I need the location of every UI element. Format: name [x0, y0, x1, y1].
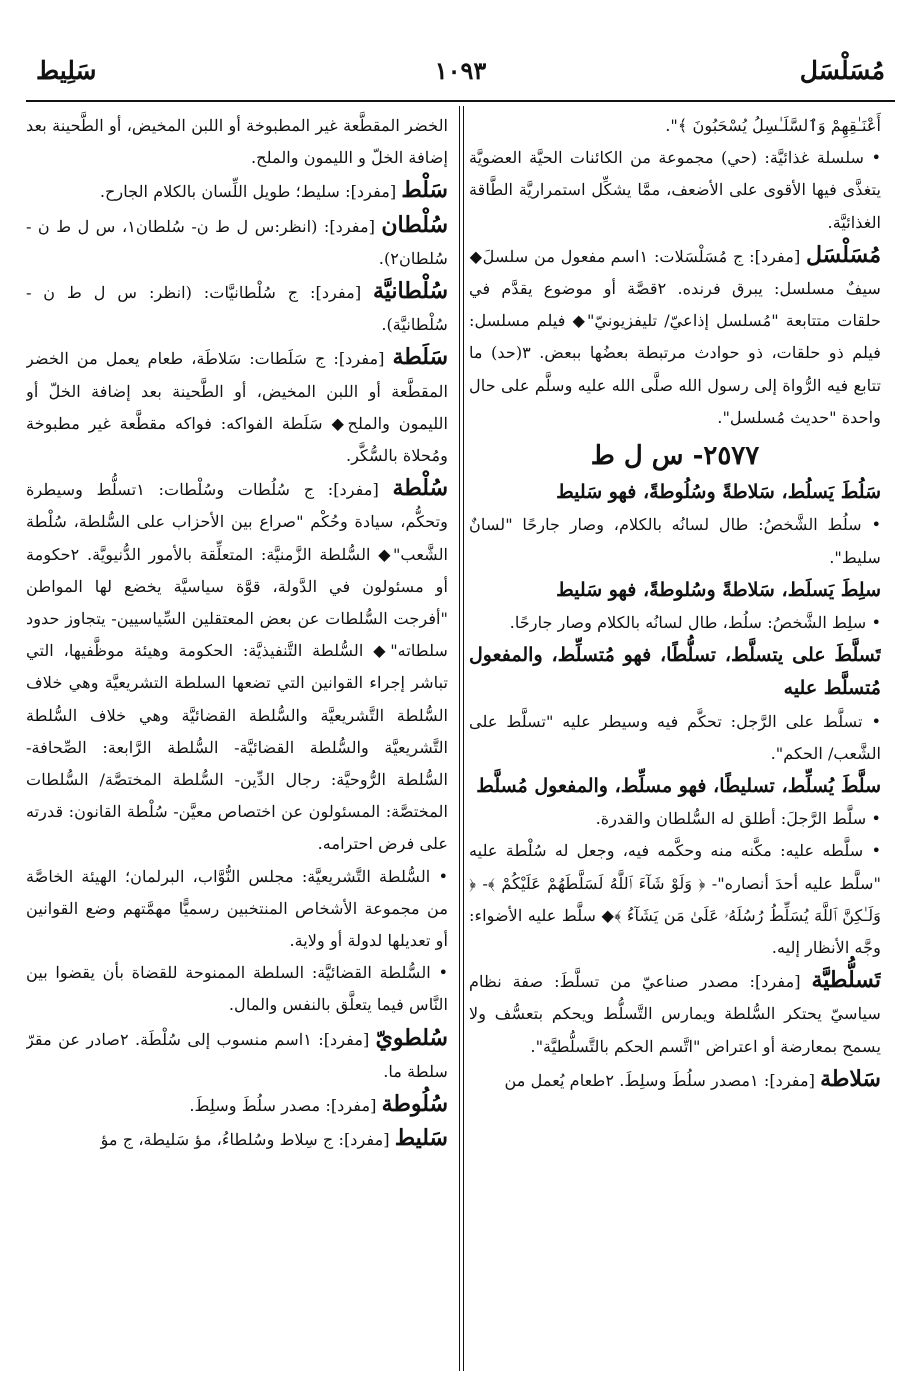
entry-continuation: الخضر المقطَّعة غير المطبوخة أو اللبن المخيض، أو الطَّحينة بعد إضافة الخلّ و الليمون والملح.: [26, 116, 448, 168]
right-column: [469, 110, 881, 1373]
entry-sense: • سلِط الشَّخصُ: سلُط، طال لسانُه بالكلام وصار جارحًا.: [509, 613, 881, 633]
entry-sense: • سلَّطه عليه: مكَّنه منه وحكَّمه فيه، وجعل له سُلْطة عليه "سلَّط عليه أحدَ أنصاره"- ﴿ وَلَوْ شَآءَ ٱللَّهُ لَسَلَّطَهُمْ عَلَيْكُمْ ﴾- ﴿ وَلَـٰكِنَّ ٱللَّهَ يُسَلِّطُ رُسُلَهُۥ عَلَىٰ مَن يَشَآءُ ﴾◆ سلَّط عليه الأضواء: وجَّه الأنظار إليه.: [469, 841, 881, 958]
entry-sense: • السُّلطة القضائيَّة: السلطة الممنوحة للقضاة بأن يقضوا بين النَّاس فيما يتعلَّق بالنفس والمال.: [26, 963, 448, 1015]
headword: مُسَلْسَل: [806, 241, 881, 268]
entry-suluta: سُلُوطة [مفرد]: مصدر سلُطَ وسلِطَ.: [189, 1091, 448, 1118]
entry-sense: • سلُط الشَّخصُ: طال لسانُه بالكلام، وصار جارحًا "لسانٌ سليط".: [469, 515, 881, 567]
entry-sense: • سلسلة غذائيَّة: (حي) مجموعة من الكائنات الحيَّة العضويَّة يتغذَّى فيها الأقوى على الأضعف، ممَّا يشكِّل استمراريَّة الطَّاقة الغذائيَّة.: [469, 148, 881, 232]
entry-sense: • تسلَّط على الرَّجل: تحكَّم فيه وسيطر عليه "تسلَّط على الشَّعب/ الحكم".: [469, 711, 881, 763]
entry-sultaniyya: سُلْطانيَّة [مفرد]: ج سُلْطانيَّات: (انظر: س ل ط ن - سُلْطانيَّة).: [26, 278, 448, 335]
entry-sultawi: سُلطويّ [مفرد]: ١اسم منسوب إلى سُلْطَة. ٢صادر عن مقرّ سلطة ما.: [26, 1024, 448, 1081]
headword: سُلْطانيَّة: [372, 278, 448, 305]
headword: سَليط: [394, 1125, 448, 1152]
guide-word-last: سَلِيط: [36, 56, 97, 85]
entry-continuation: أَعْنَـٰقِهِمْ وَٱلسَّلَـٰسِلُ يُسْحَبُونَ ﴾".: [665, 116, 881, 135]
headword: سَلاطة: [820, 1065, 881, 1092]
entry-sense: • سلَّط الرَّجلَ: أطلق له السُّلطان والقدرة.: [595, 809, 881, 829]
verb-heading: سلِطَ يَسلَط، سَلاطةً وسُلوطةً، فهو سَليط: [556, 578, 881, 601]
guide-word-first: مُسَلْسَل: [799, 56, 885, 85]
entry-salit: سَليط [مفرد]: ج سِلاط وسُلطاءُ، مؤ سَليطة، ج مؤ: [100, 1125, 448, 1152]
entry-sultan: سُلْطان [مفرد]: (انظر:س ل ط ن- سُلطان١، س ل ط ن - سُلطان٢).: [26, 211, 448, 268]
left-column: [26, 110, 448, 1373]
entry-musalsal: مُسَلْسَل [مفرد]: ج مُسَلْسَلات: ١اسم مفعول من سلسلَ◆ سيفٌ مسلسل: يبرق فرنده. ٢قصَّة أو موضوع يقدَّم في حلقات متتابعة "مُسلسل إذاعيّ/ تليفزيونيّ"◆ فيلم مسلسل: فيلم ذو حلقات، ذو حوادث مرتبطة بعضُها ببعض. ٣(حد) ما تتابع فيه الرُّواة إلى رسول الله صلَّى الله عليه وسلَّم على حال واحدة "حديث مُسلسل".: [469, 241, 881, 427]
verb-heading: سَلُطَ يَسلُط، سَلاطةً وسُلُوطةً، فهو سَليط: [556, 481, 881, 504]
entry-salata: سَلاطة [مفرد]: ١مصدر سلُطَ وسلِطَ. ٢طعام يُعمل من: [504, 1065, 881, 1092]
header-rule: [26, 100, 895, 102]
headword: تَسلُّطيَّة: [811, 967, 881, 994]
column-divider: [459, 106, 464, 1371]
headword: سُلطويّ: [375, 1024, 448, 1051]
page-number: ١٠٩٣: [434, 56, 487, 85]
verb-heading: تَسلَّطَ على يتسلَّط، تسلُّطًا، فهو مُتسلِّط، والمفعول مُتسلَّط عليه: [469, 644, 881, 700]
headword: سُلْطة: [392, 475, 448, 502]
headword: سَلَطة: [392, 344, 448, 371]
entry-sense: • السُّلطة التَّشريعيَّة: مجلس النُّوَّاب، البرلمان؛ الهيئة الخاصَّة من مجموعة الأشخاص المنتخبين رسميًّا مهمَّتهم وضع القوانين أو تعديلها لدولة أو ولاية.: [26, 866, 448, 951]
verb-heading: سلَّطَ يُسلِّط، تسليطًا، فهو مسلِّط، والمفعول مُسلَّط: [476, 775, 881, 798]
entry-sulta: سُلْطة [مفرد]: ج سُلُطات وسُلْطات: ١تسلُّط وسيطرة وتحكُّم، سيادة وحُكْم "صراع بين الأحزاب على السُّلطة، سُلْطة الشَّعب"◆ السُّلطة الزَّمنيَّة: المتعلِّقة بالأمور الدُّنيويَّة. ٢حكومة أو مسئولون في الدَّولة، قوَّة سياسيَّة يخضع لها المواطن "أفرجت السُّلطات عن بعض المعتقلين السِّياسيين- يتجاوز حدود سلطاته"◆ السُّلطة التَّنفيذيَّة: الحكومة وهيئة موظَّفيها، التي تباشر إجراء القوانين التي تضعها السلطة التشريعيَّة وهي خلاف السُّلطة التَّشريعيَّة والسُّلطة القضائيَّة وهي خلاف السُّلطة التَّشريعيَّة والسُّلطة القضائيَّة- السُّلطة الرَّابعة: الصِّحافة- السُّلطة الرُّوحيَّة: رجال الدِّين- السُّلطة المختصَّة/ السُّلطات المختصَّة: المسئولون عن اختصاص معيَّن- سُلْطة القانون: قدرته على فرض احترامه.: [26, 475, 448, 854]
entry-tasallutiyya: تَسلُّطيَّة [مفرد]: مصدر صناعيّ من تسلَّطَ: صفة نظام سياسيّ يحتكر السُّلطة ويمارس التَّسلُّط ويحكم بتعسُّف ولا يسمح بمعارضة أو اعتراض "اتَّسم الحكم بالتَّسلُّطيَّة".: [469, 967, 881, 1056]
entry-salata-food: سَلَطة [مفرد]: ج سَلَطات: سَلاطَة، طعام يعمل من الخضر المقطَّعة أو اللبن المخيض، أو الطَّحينة بعد إضافة الخلّ أو الليمون والملح◆ سَلَطة الفواكه: فواكه مقطَّعة غير مطبوخة ومُحلاة بالسُّكَّر.: [26, 344, 448, 466]
page-header: [36, 56, 885, 96]
entry-salt: سَلْط [مفرد]: سليط؛ طويل اللِّسان بالكلام الجارح.: [99, 177, 448, 204]
root-section-heading: ٢٥٧٧- س ل ط: [590, 441, 760, 472]
headword: سَلْط: [401, 177, 448, 204]
headword: سُلُوطة: [381, 1091, 448, 1118]
headword: سُلْطان: [381, 211, 448, 238]
